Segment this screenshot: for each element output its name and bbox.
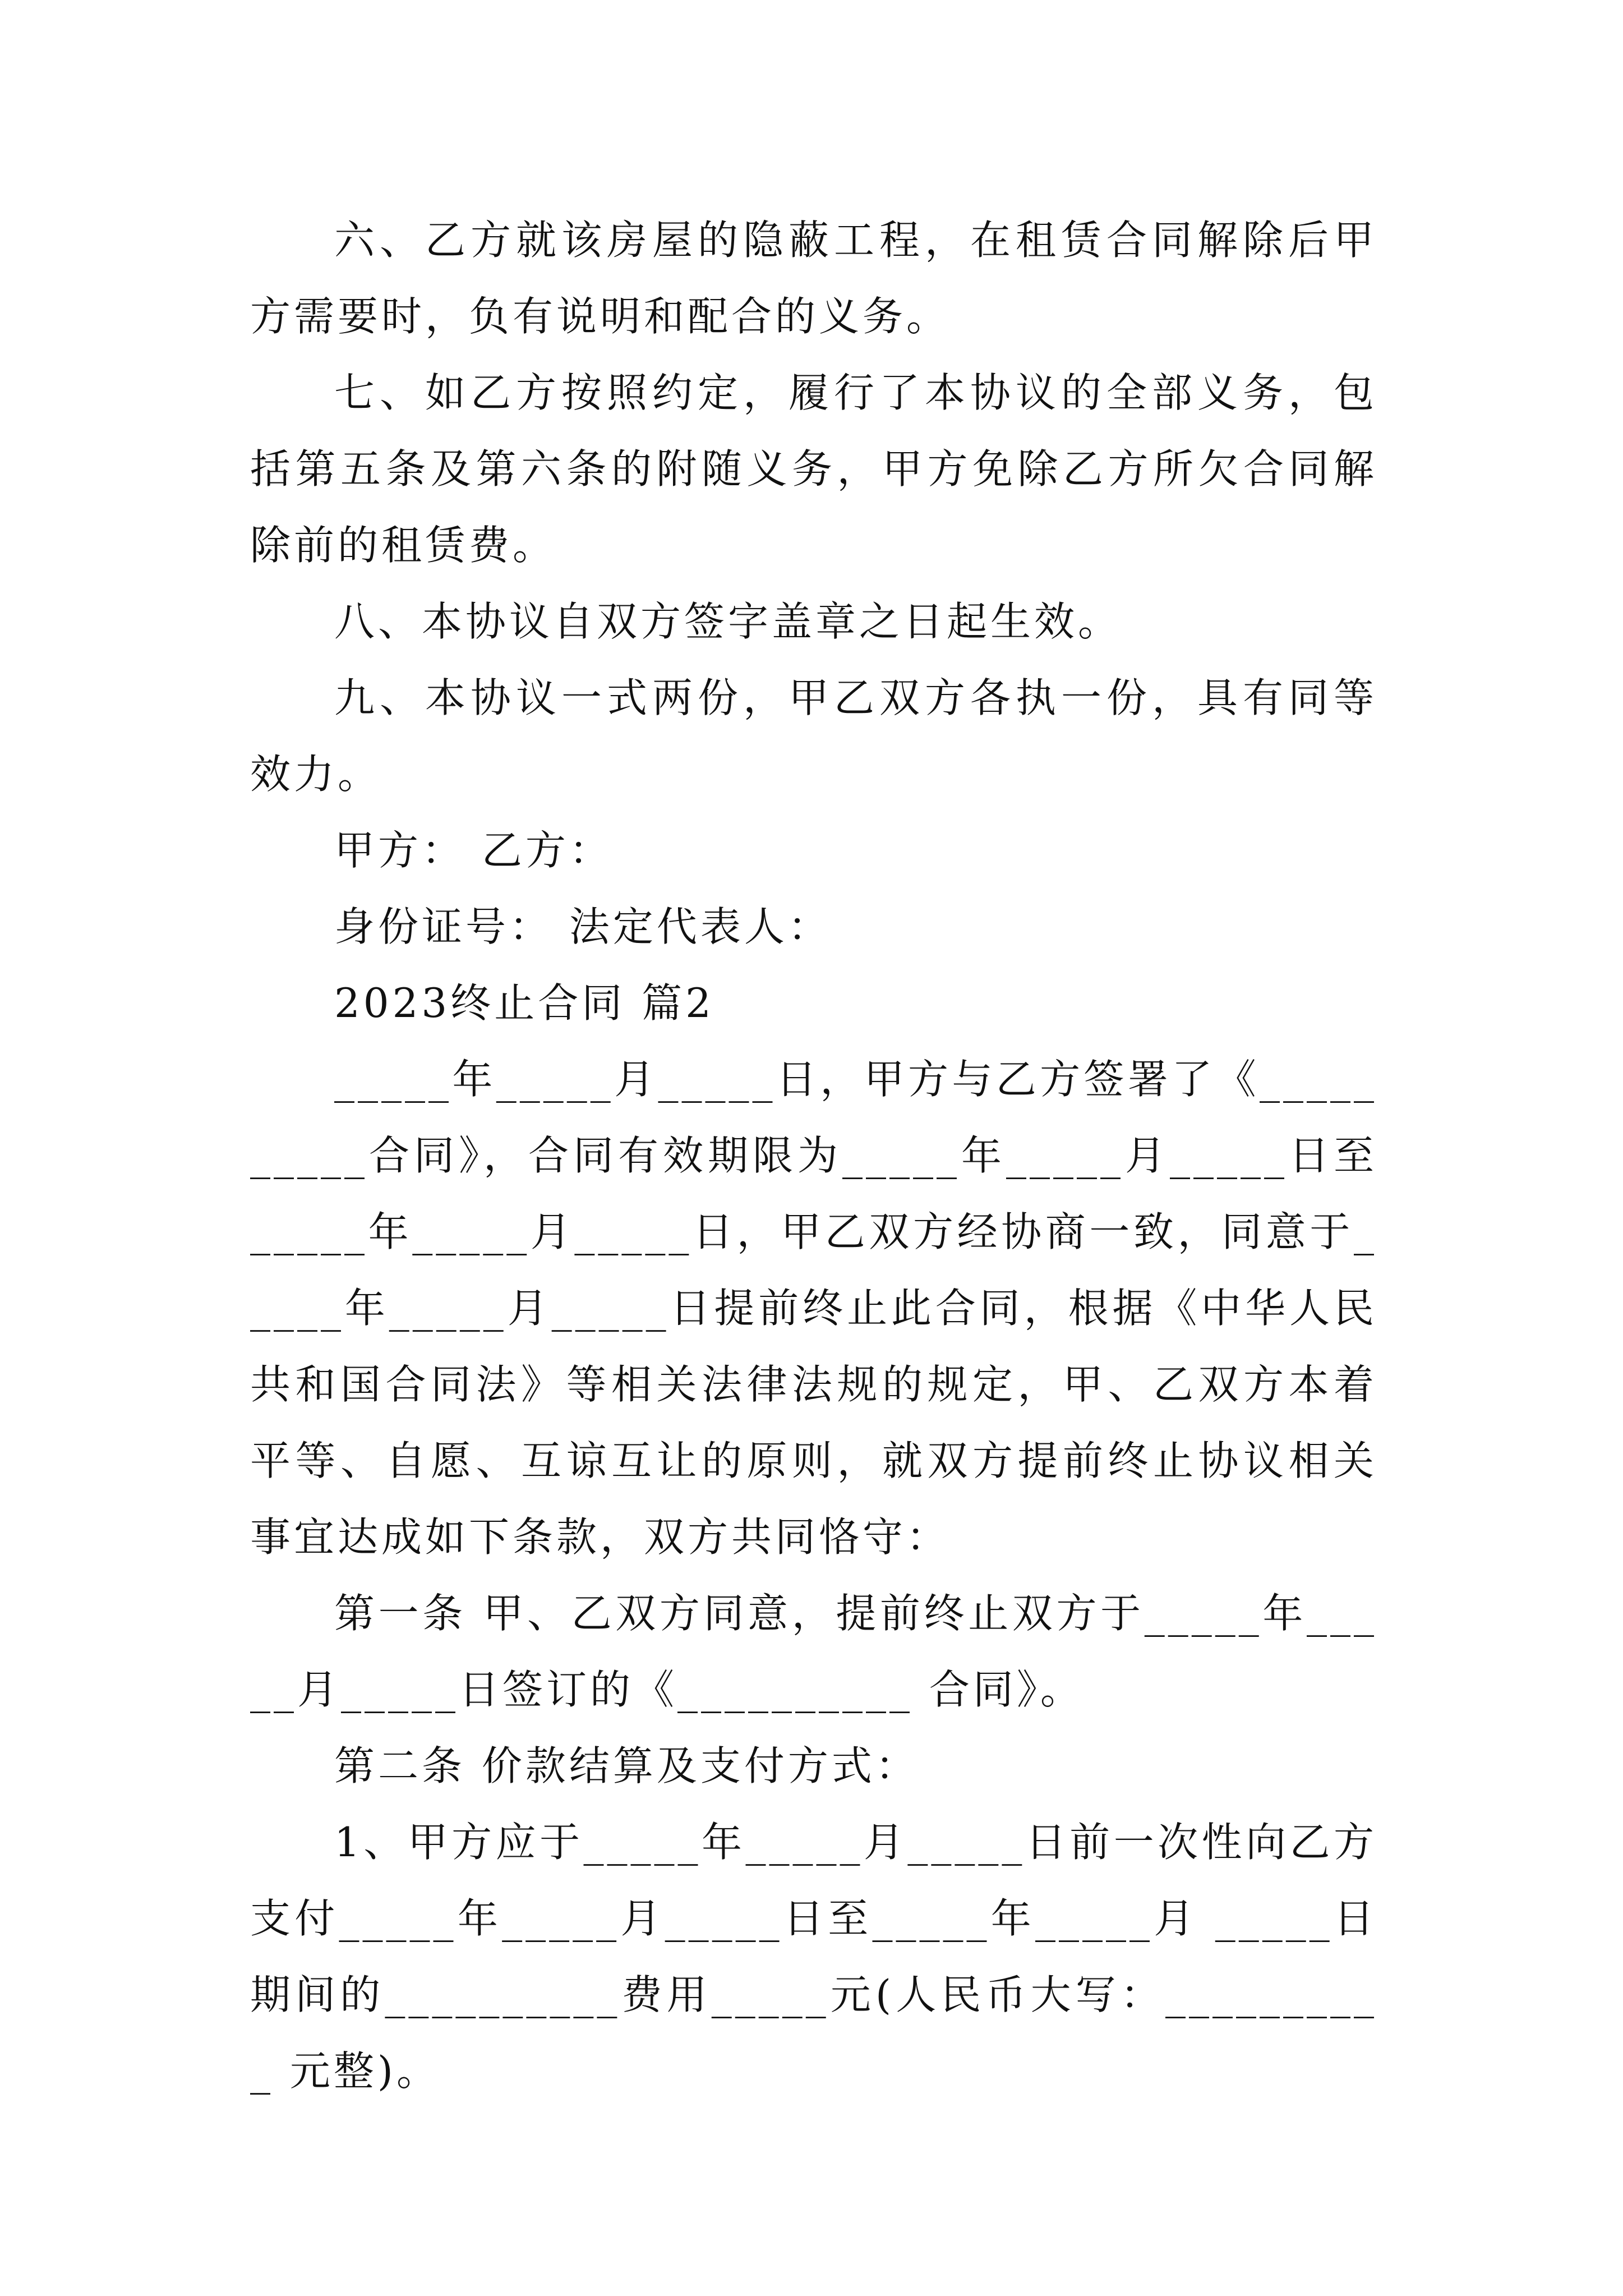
article-two-heading: 第二条 价款结算及支付方式：	[334, 1742, 919, 1789]
clause-six: 六、乙方就该房屋的隐蔽工程，在租赁合同解除后甲方需要时，负有说明和配合的义务。	[250, 217, 1377, 340]
clause-eight: 八、本协议自双方签字盖章之日起生效。	[334, 598, 1122, 645]
termination-preamble: _____年_____月_____日，甲方与乙方签署了《__________合同》，合同有效期限为_____年_____月_____日至_____年_____月_____日，甲乙双方经协商一致，同意于_____年_____月_____日提前终止此合同，根据《中华人民共和国合同法》等相关法律法规的规定，甲、乙双方本着平等、自愿、互谅互让的原则，就双方提前终止协议相关事宜达成如下条款，双方共同恪守：	[250, 1056, 1377, 1561]
clause-nine: 九、本协议一式两份，甲乙双方各执一份，具有同等效力。	[250, 674, 1377, 798]
article-two-item-one: 1、甲方应于_____年_____月_____日前一次性向乙方支付_____年_____月_____日至_____年_____月 _____日期间的__________费用_____元(人民币大写：__________ 元整)。	[250, 1819, 1377, 2095]
signature-parties: 甲方： 乙方：	[334, 827, 613, 874]
signature-id-representative: 身份证号： 法定代表人：	[334, 903, 832, 950]
article-one: 第一条 甲、乙双方同意，提前终止双方于_____年_____月_____日签订的《__________ 合同》。	[250, 1590, 1377, 1713]
section-title: 2023终止合同 篇2	[334, 979, 714, 1027]
clause-seven: 七、如乙方按照约定，履行了本协议的全部义务，包括第五条及第六条的附随义务，甲方免除乙方所欠合同解除前的租赁费。	[250, 369, 1377, 569]
document-body	[250, 202, 1377, 2109]
